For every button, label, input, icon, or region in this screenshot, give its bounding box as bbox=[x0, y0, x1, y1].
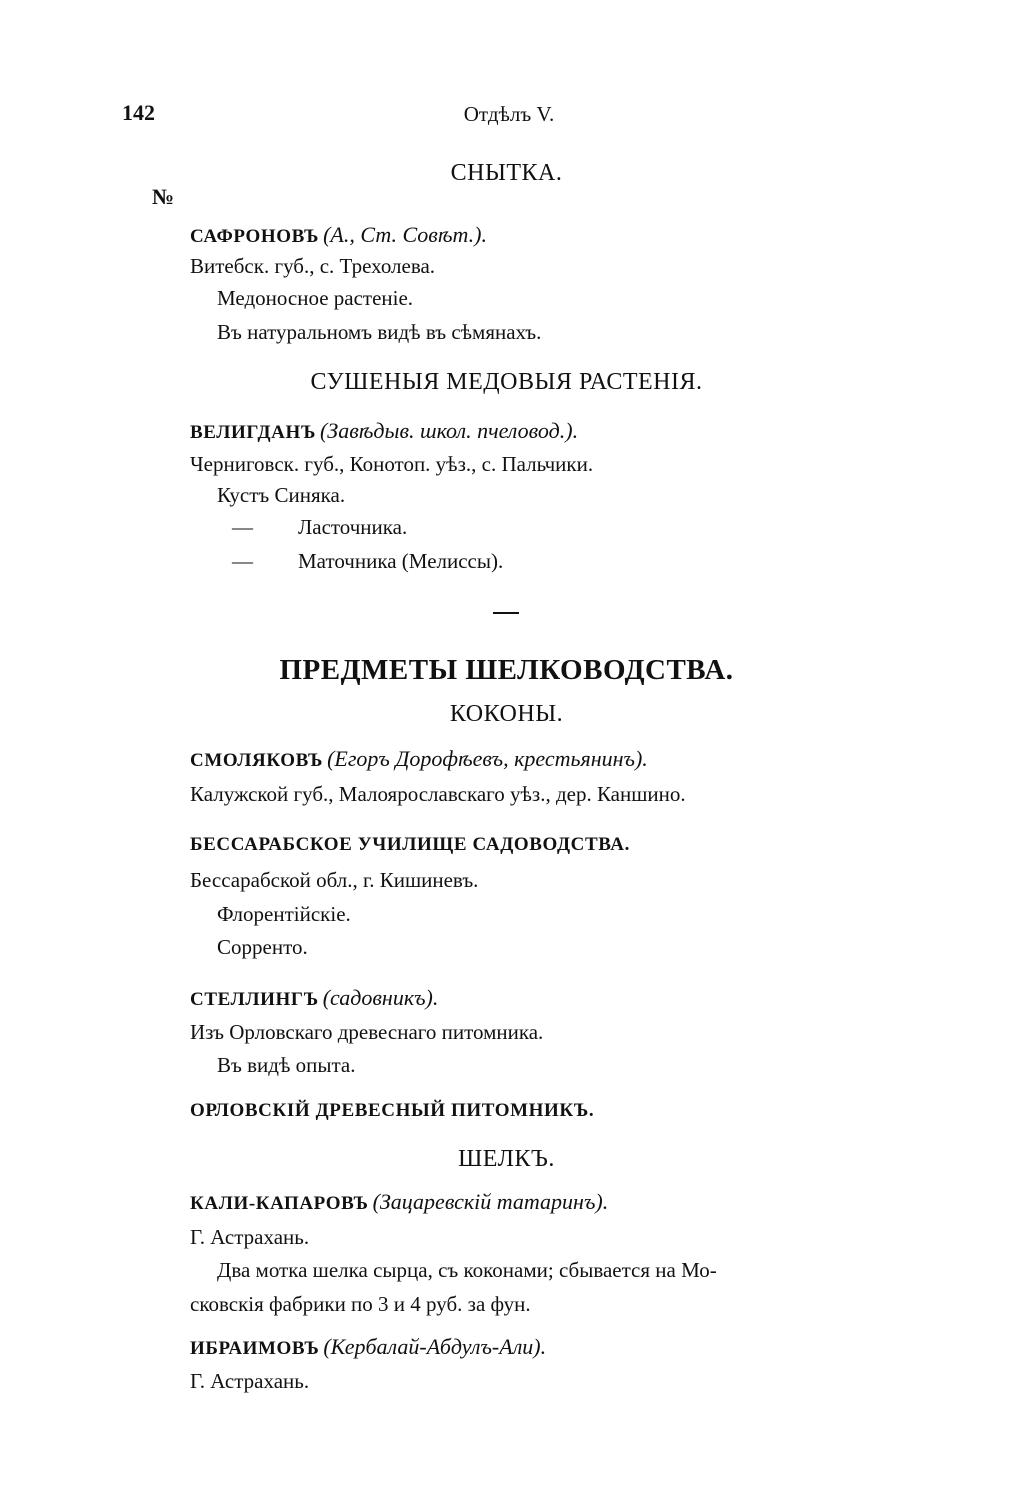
exhibitor-orlov-nursery: ОРЛОВСКІЙ ДРЕВЕСНЫЙ ПИТОМНИКЪ. bbox=[190, 1100, 595, 1121]
exhibitor-stelling bbox=[190, 985, 438, 1011]
exhibitor-bessarab-school: БЕССАРАБСКОЕ УЧИЛИЩЕ САДОВОДСТВА. bbox=[190, 834, 630, 855]
exhibitor-note: (садовникъ). bbox=[322, 985, 439, 1010]
exhibit-item bbox=[232, 515, 407, 540]
section-title-snytka: СНЫТКА. bbox=[450, 160, 563, 186]
exhibitor-ibraimov bbox=[190, 1334, 546, 1360]
exhibit-description-line: Два мотка шелка сырца, съ коконами; сбывается на Мо- bbox=[217, 1258, 717, 1282]
exhibit-item: Въ натуральномъ видѣ въ сѣмянахъ. bbox=[217, 320, 542, 344]
ditto-dash: — bbox=[232, 515, 253, 539]
exhibitor-name: САФРОНОВЪ bbox=[190, 226, 320, 247]
exhibitor-note: (Кербалай-Абдулъ-Али). bbox=[323, 1334, 547, 1359]
exhibitor-note: (А., Ст. Совѣт.). bbox=[323, 222, 487, 247]
exhibitor-place: Калужской губ., Малоярославскаго уѣз., дер. Каншино. bbox=[190, 782, 686, 806]
exhibitor-place: Бессарабской обл., г. Кишиневъ. bbox=[190, 868, 479, 892]
section-divider bbox=[493, 612, 519, 614]
section-title-silk: ШЕЛКЪ. bbox=[458, 1146, 555, 1172]
exhibit-item: Медоносное растеніе. bbox=[217, 286, 414, 310]
exhibit-item: Кустъ Синяка. bbox=[217, 483, 346, 507]
exhibitor-place: Черниговск. губ., Конотоп. уѣз., с. Пальчики. bbox=[190, 452, 594, 476]
section-title-dried-honey-plants: СУШЕНЫЯ МЕДОВЫЯ РАСТЕНІЯ. bbox=[310, 369, 703, 395]
exhibitor-place: Г. Астрахань. bbox=[190, 1369, 310, 1393]
running-title: Отдѣлъ V. bbox=[463, 102, 555, 126]
exhibit-item: Въ видѣ опыта. bbox=[217, 1053, 356, 1077]
exhibitor-name: СМОЛЯКОВЪ bbox=[190, 750, 324, 771]
exhibit-item-text: Ласточника. bbox=[298, 515, 408, 539]
exhibitor-note: (Завѣдыв. школ. пчеловод.). bbox=[319, 418, 579, 443]
exhibitor-smolyakov bbox=[190, 746, 648, 772]
exhibitor-kali-kaparov bbox=[190, 1189, 608, 1215]
exhibitor-name: КАЛИ-КАПАРОВЪ bbox=[190, 1193, 369, 1214]
exhibitor-name: ИБРАИМОВЪ bbox=[190, 1338, 320, 1359]
exhibitor-veligdan bbox=[190, 418, 578, 444]
exhibitor-name: СТЕЛЛИНГЪ bbox=[190, 989, 319, 1010]
exhibitor-place: Витебск. губ., с. Трехолева. bbox=[190, 254, 436, 278]
exhibit-item: Сорренто. bbox=[217, 935, 308, 959]
exhibit-item: Флорентійскіе. bbox=[217, 902, 351, 926]
numero-column-header: № bbox=[152, 184, 175, 209]
exhibit-description-line: сковскія фабрики по 3 и 4 руб. за фун. bbox=[190, 1292, 531, 1316]
section-heading-silk-production: ПРЕДМЕТЫ ШЕЛКОВОДСТВА. bbox=[279, 654, 734, 686]
exhibitor-safronov bbox=[190, 222, 487, 248]
exhibitor-place: Г. Астрахань. bbox=[190, 1225, 310, 1249]
exhibitor-note: (Зацаревскій татаринъ). bbox=[372, 1189, 609, 1214]
exhibitor-note: (Егоръ Дорофѣевъ, крестьянинъ). bbox=[327, 746, 648, 771]
section-title-cocoons: КОКОНЫ. bbox=[449, 701, 564, 727]
page-number: 142 bbox=[122, 100, 155, 125]
exhibit-item-text: Маточника (Мелиссы). bbox=[298, 549, 504, 573]
exhibitor-name: ВЕЛИГДАНЪ bbox=[190, 422, 316, 443]
exhibit-item bbox=[232, 549, 503, 574]
exhibitor-place: Изъ Орловскаго древеснаго питомника. bbox=[190, 1020, 544, 1044]
ditto-dash: — bbox=[232, 549, 253, 573]
